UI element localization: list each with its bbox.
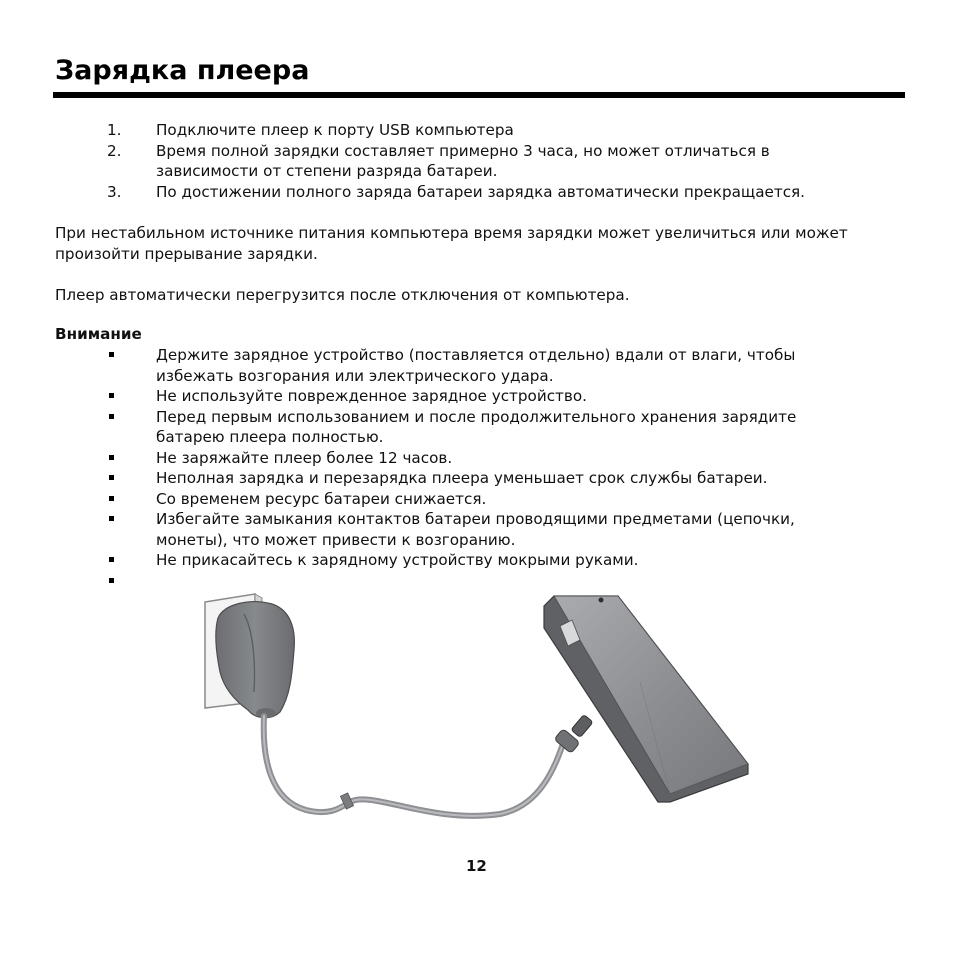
list-item (0, 182, 955, 203)
list-item (0, 509, 955, 550)
usb-cable-icon (264, 714, 593, 815)
paragraph-auto-reboot: Плеер автоматически перегрузится после отключения от компьютера. (55, 286, 630, 304)
step-text: Время полной зарядки составляет примерно 3 часа, но может отличаться в зависимости от степени разряда батареи. (156, 141, 770, 180)
warning-text: Со временем ресурс батареи снижается. (156, 489, 487, 508)
page-number: 12 (466, 857, 487, 875)
list-item (0, 407, 955, 448)
bullet-icon (109, 496, 114, 501)
bullet-icon (109, 516, 114, 521)
list-item (0, 386, 955, 407)
bullet-icon (109, 455, 114, 460)
step-text: Подключите плеер к порту USB компьютера (156, 121, 514, 139)
bullet-icon (109, 475, 114, 480)
list-item (0, 489, 955, 510)
step-number: 1. (107, 121, 122, 139)
list-item (0, 550, 955, 571)
warning-text: Перед первым использованием и после продолжительного хранения зарядите батарею плеера полностью. (156, 407, 797, 446)
list-item (0, 120, 955, 141)
paragraph-power-instability: При нестабильном источнике питания компьютера время зарядки может увеличиться или может произойти прерывание зарядки. (55, 224, 848, 263)
warnings-list (0, 345, 955, 591)
title-underline (53, 92, 905, 98)
warning-text: Не заряжайте плеер более 12 часов. (156, 448, 453, 467)
list-item (0, 448, 955, 469)
list-item (0, 141, 955, 182)
bullet-icon (109, 557, 114, 562)
step-text: По достижении полного заряда батареи зарядка автоматически прекращается. (156, 182, 806, 201)
charging-illustration (200, 588, 760, 850)
charging-steps-list (0, 120, 955, 202)
warning-text: Не прикасайтесь к зарядному устройству мокрыми руками. (156, 551, 639, 569)
warning-text: Неполная зарядка и перезарядка плеера уменьшает срок службы батареи. (156, 469, 768, 487)
bullet-icon (109, 352, 114, 357)
bullet-icon (109, 414, 114, 419)
list-item (0, 468, 955, 489)
mp3-player-icon (544, 596, 748, 802)
warning-text: Держите зарядное устройство (поставляется отдельно) вдали от влаги, чтобы избежать возгорания или электрического удара. (156, 346, 796, 385)
step-number: 2. (107, 141, 122, 160)
bullet-icon (109, 393, 114, 398)
step-number: 3. (107, 182, 122, 201)
list-item (0, 345, 955, 386)
warning-text: Не используйте поврежденное зарядное устройство. (156, 387, 587, 405)
bullet-icon (109, 578, 114, 583)
warning-text: Избегайте замыкания контактов батареи проводящими предметами (цепочки, монеты), что может привести к возгоранию. (156, 510, 795, 549)
page-title: Зарядка плеера (55, 55, 310, 86)
warning-heading: Внимание (55, 325, 142, 343)
